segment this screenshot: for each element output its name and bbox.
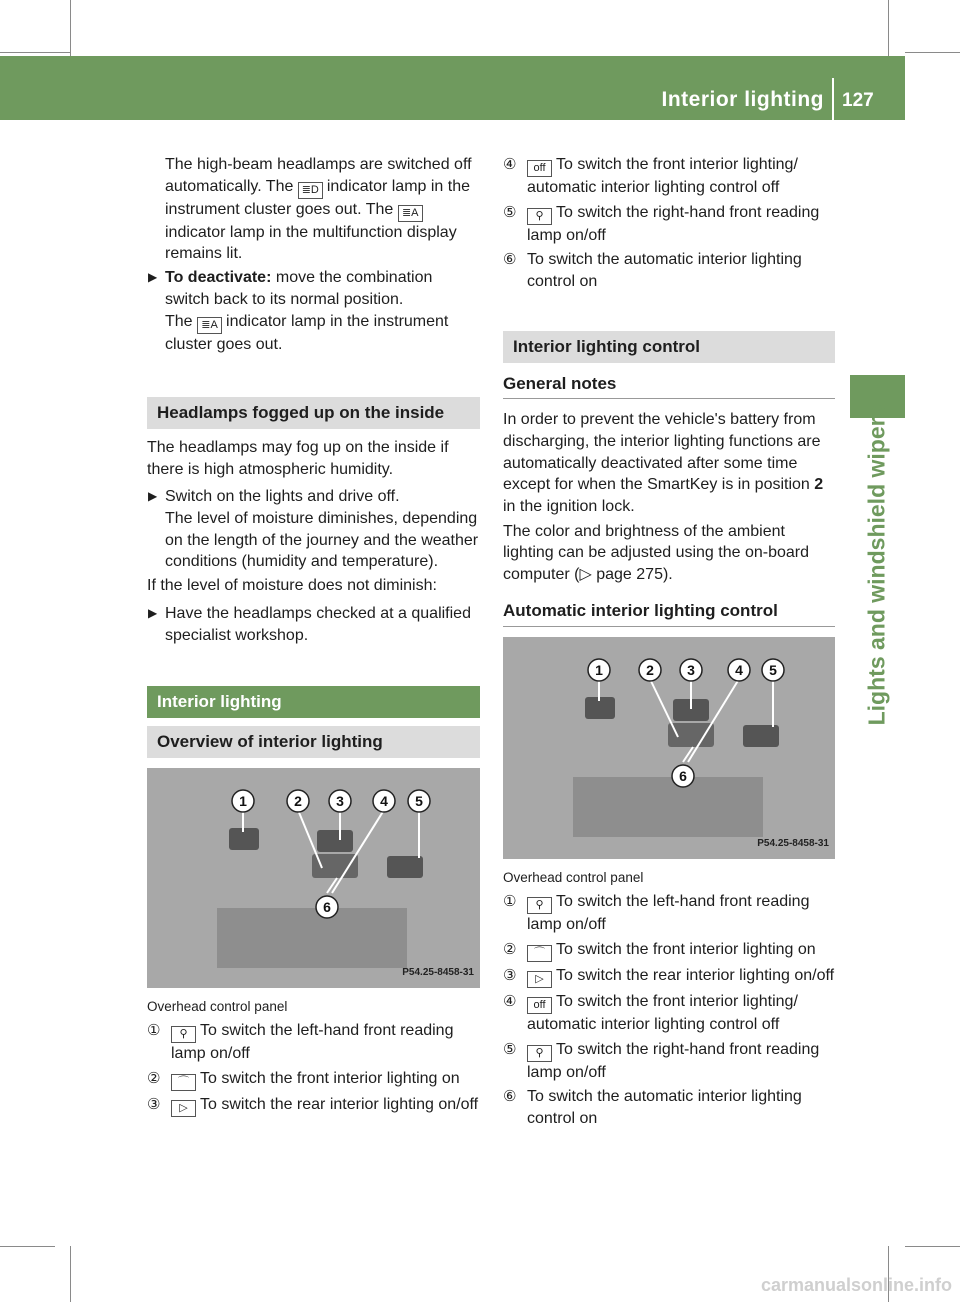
svg-text:4: 4 [735,661,743,678]
rear-light-icon: ▷ [527,971,552,988]
list-item: ② ⌒ To switch the front interior lighting on [503,939,835,962]
paragraph: The headlamps may fog up on the inside if there is high atmospheric humidity. [147,438,449,478]
watermark: carmanualsonline.info [760,1275,952,1295]
list-item: ⑥ To switch the automatic interior lighting control on [503,251,802,291]
paragraph: The high-beam headlamps are switched off automatically. The ≣D indicator lamp in the instrument cluster goes out. The ≣Aindicator lamp in the multifunction display remains lit. [165,156,472,263]
list-item: ② ⌒ To switch the front interior lighting on [147,1068,480,1091]
list-item: ③ ▷ To switch the rear interior lighting on/off [147,1094,480,1117]
svg-text:5: 5 [415,792,423,809]
list-item: ① ⚲ To switch the left-hand front reading lamp on/off [503,893,810,934]
page-title: Interior lighting [661,88,824,111]
caption: Overhead control panel [147,998,288,1014]
subsection-heading: General notes [503,373,835,400]
crop-mark [905,52,960,53]
crop-mark [0,52,70,53]
assist-icon: ≣A [197,317,222,334]
svg-text:1: 1 [239,792,247,809]
svg-text:6: 6 [679,767,687,784]
list-item: ⑤ ⚲ To switch the right-hand front reading lamp on/off [503,203,820,244]
bullet-arrow-icon: ▶ [148,270,158,285]
list-item: ④ off To switch the front interior lighting/ automatic interior lighting control off [503,156,798,196]
reading-lamp-icon: ⚲ [527,897,552,914]
svg-text:4: 4 [380,792,388,809]
high-beam-icon: ≣D [298,182,323,199]
crop-mark [905,1246,960,1247]
bullet-arrow-icon: ▶ [148,605,158,620]
header-divider [832,78,834,120]
svg-text:1: 1 [595,661,603,678]
page-ref-arrow-icon: ▷ [579,566,592,584]
reading-lamp-icon: ⚲ [527,1045,552,1062]
lighting-off-icon: off [527,997,552,1014]
section-heading: Headlamps fogged up on the inside [147,397,480,429]
overhead-panel-photo [503,637,835,859]
reading-lamp-icon: ⚲ [171,1026,196,1043]
crop-mark [0,1246,55,1247]
page-number: 127 [842,90,874,111]
list-item: ③ ▷ To switch the rear interior lighting on/off [503,965,835,988]
chapter-title: Lights and windshield wipers [863,404,890,726]
overhead-panel-illustration [503,637,835,859]
paragraph: The color and brightness of the ambient lighting can be adjusted using the on-board computer (▷ page 275). [503,522,809,584]
section-heading: Interior lighting [147,686,480,718]
section-heading: Interior lighting control [503,331,835,363]
svg-text:5: 5 [769,661,777,678]
caption: Overhead control panel [503,869,644,885]
lighting-off-icon: off [527,160,552,177]
paragraph: In order to prevent the vehicle's battery from discharging, the interior lighting functions are automatically deactivated after some time except for when the SmartKey is in position 2 in the ignition lock. [503,411,824,516]
left-column [147,154,480,1117]
svg-text:3: 3 [336,792,344,809]
overhead-panel-illustration [147,768,480,988]
overhead-panel-photo [147,768,480,988]
bullet-item: ▶ Have the headlamps checked at a qualified specialist workshop. [148,604,471,644]
list-item: ⑤ ⚲ To switch the right-hand front reading lamp on/off [503,1040,820,1081]
bullet-item: ▶ To deactivate: move the combination switch back to its normal position. The ≣A indicator lamp in the instrument cluster goes out. [148,269,449,353]
photo-reference: P54.25-8458-31 [402,966,474,978]
svg-text:2: 2 [294,792,302,809]
subsection-heading: Automatic interior lighting control [503,600,835,627]
crop-mark [70,1246,71,1302]
rear-light-icon: ▷ [171,1100,196,1117]
svg-text:6: 6 [323,898,331,915]
subsection-heading: Overview of interior lighting [147,726,480,758]
bullet-item: ▶ Switch on the lights and drive off. The level of moisture diminishes, depending on the length of the journey and the weather conditions (humidity and temperature). [148,488,479,571]
reading-lamp-icon: ⚲ [527,208,552,225]
photo-reference: P54.25-8458-31 [757,837,829,849]
legend-list [503,891,835,1130]
svg-text:2: 2 [646,661,654,678]
right-column [503,154,835,1130]
crop-mark [70,0,71,56]
front-light-icon: ⌒ [171,1074,196,1091]
assist-icon: ≣A [398,205,423,222]
paragraph: If the level of moisture does not diminish: [147,577,437,595]
crop-mark [888,0,889,56]
front-light-icon: ⌒ [527,945,552,962]
legend-list [147,1020,480,1117]
list-item: ① ⚲ To switch the left-hand front reading lamp on/off [147,1022,454,1063]
bullet-arrow-icon: ▶ [148,489,158,504]
list-item: ④ off To switch the front interior lighting/ automatic interior lighting control off [503,992,798,1033]
list-item: ⑥ To switch the automatic interior lighting control on [503,1088,802,1128]
svg-text:3: 3 [687,661,695,678]
